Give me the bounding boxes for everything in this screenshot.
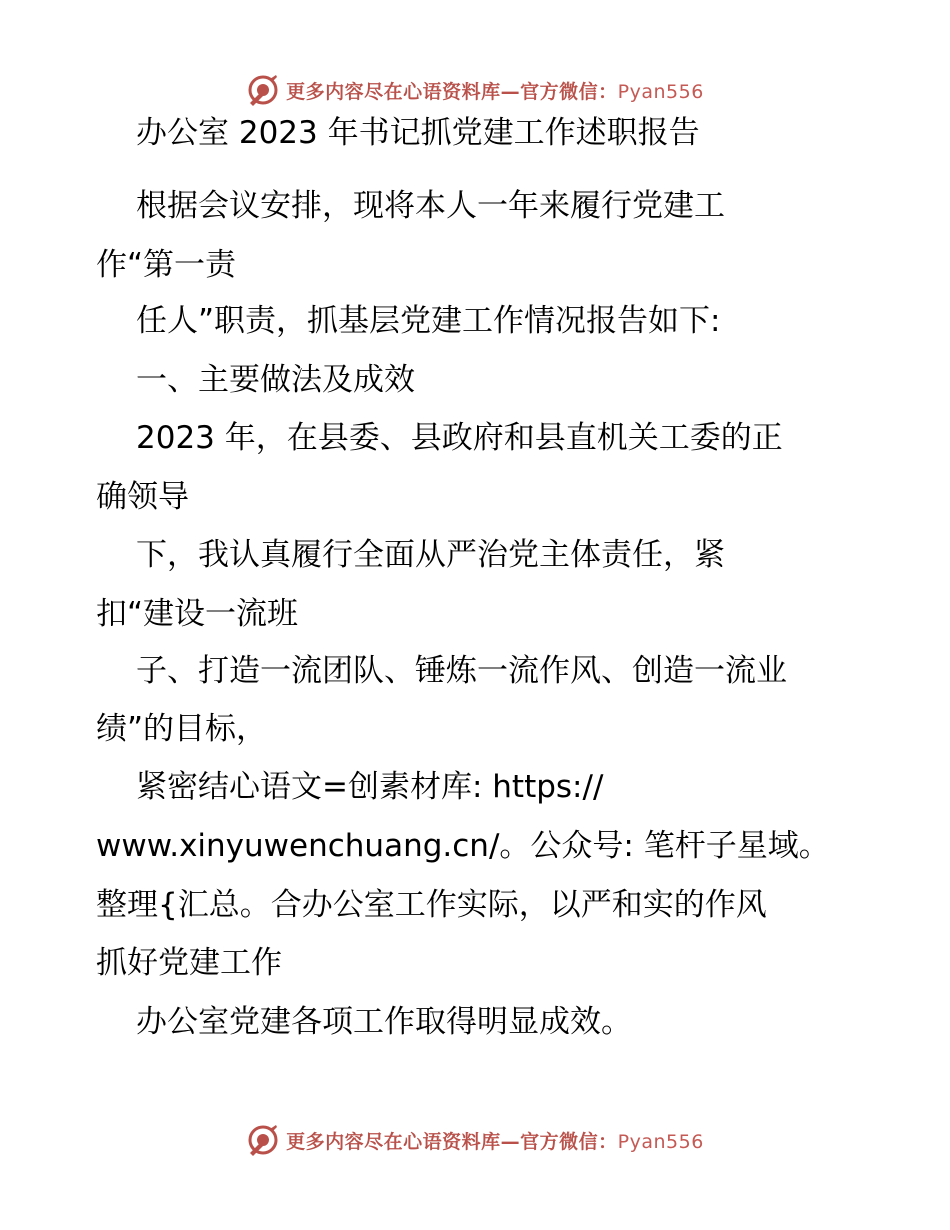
paragraph-line: 任人”职责，抓基层党建工作情况报告如下: xyxy=(136,303,721,339)
header-banner xyxy=(0,70,950,110)
paragraph-line: 办公室党建各项工作取得明显成效。 xyxy=(136,1004,632,1040)
pen-seal-logo-icon xyxy=(246,1123,280,1157)
paragraph-line: 抓好党建工作 xyxy=(96,945,282,981)
paragraph-line: 整理{汇总。合办公室工作实际，以严和实的作风 xyxy=(96,887,767,923)
pen-seal-logo-icon xyxy=(246,73,280,107)
paragraph-line: 扣“建设一流班 xyxy=(96,596,299,632)
paragraph-line: 下，我认真履行全面从严治党主体责任，紧 xyxy=(136,537,725,573)
paragraph-line: 2023 年，在县委、县政府和县直机关工委的正 xyxy=(136,420,783,456)
footer-banner xyxy=(0,1120,950,1160)
paragraph-line: 作“第一责 xyxy=(96,247,237,283)
section-heading: 一、主要做法及成效 xyxy=(136,362,415,398)
header-banner-handle: Pyan556 xyxy=(617,80,704,103)
footer-banner-text: 更多内容尽在心语资料库—官方微信：Pyan556 xyxy=(286,1130,704,1153)
footer-banner-handle: Pyan556 xyxy=(617,1130,704,1153)
paragraph-line: 子、打造一流团队、锤炼一流作风、创造一流业 xyxy=(136,653,787,689)
paragraph-line: 根据会议安排，现将本人一年来履行党建工 xyxy=(136,188,725,224)
paragraph-line: 确领导 xyxy=(96,479,189,515)
paragraph-line: www.xinyuwenchuang.cn/。公众号: 笔杆子星域。 xyxy=(96,828,830,864)
paragraph-line: 绩”的目标， xyxy=(96,711,268,747)
header-banner-text: 更多内容尽在心语资料库—官方微信：Pyan556 xyxy=(286,80,704,103)
paragraph-line: 紧密结心语文=创素材库: https:// xyxy=(136,769,604,805)
document-title: 办公室 2023 年书记抓党建工作述职报告 xyxy=(136,115,700,151)
